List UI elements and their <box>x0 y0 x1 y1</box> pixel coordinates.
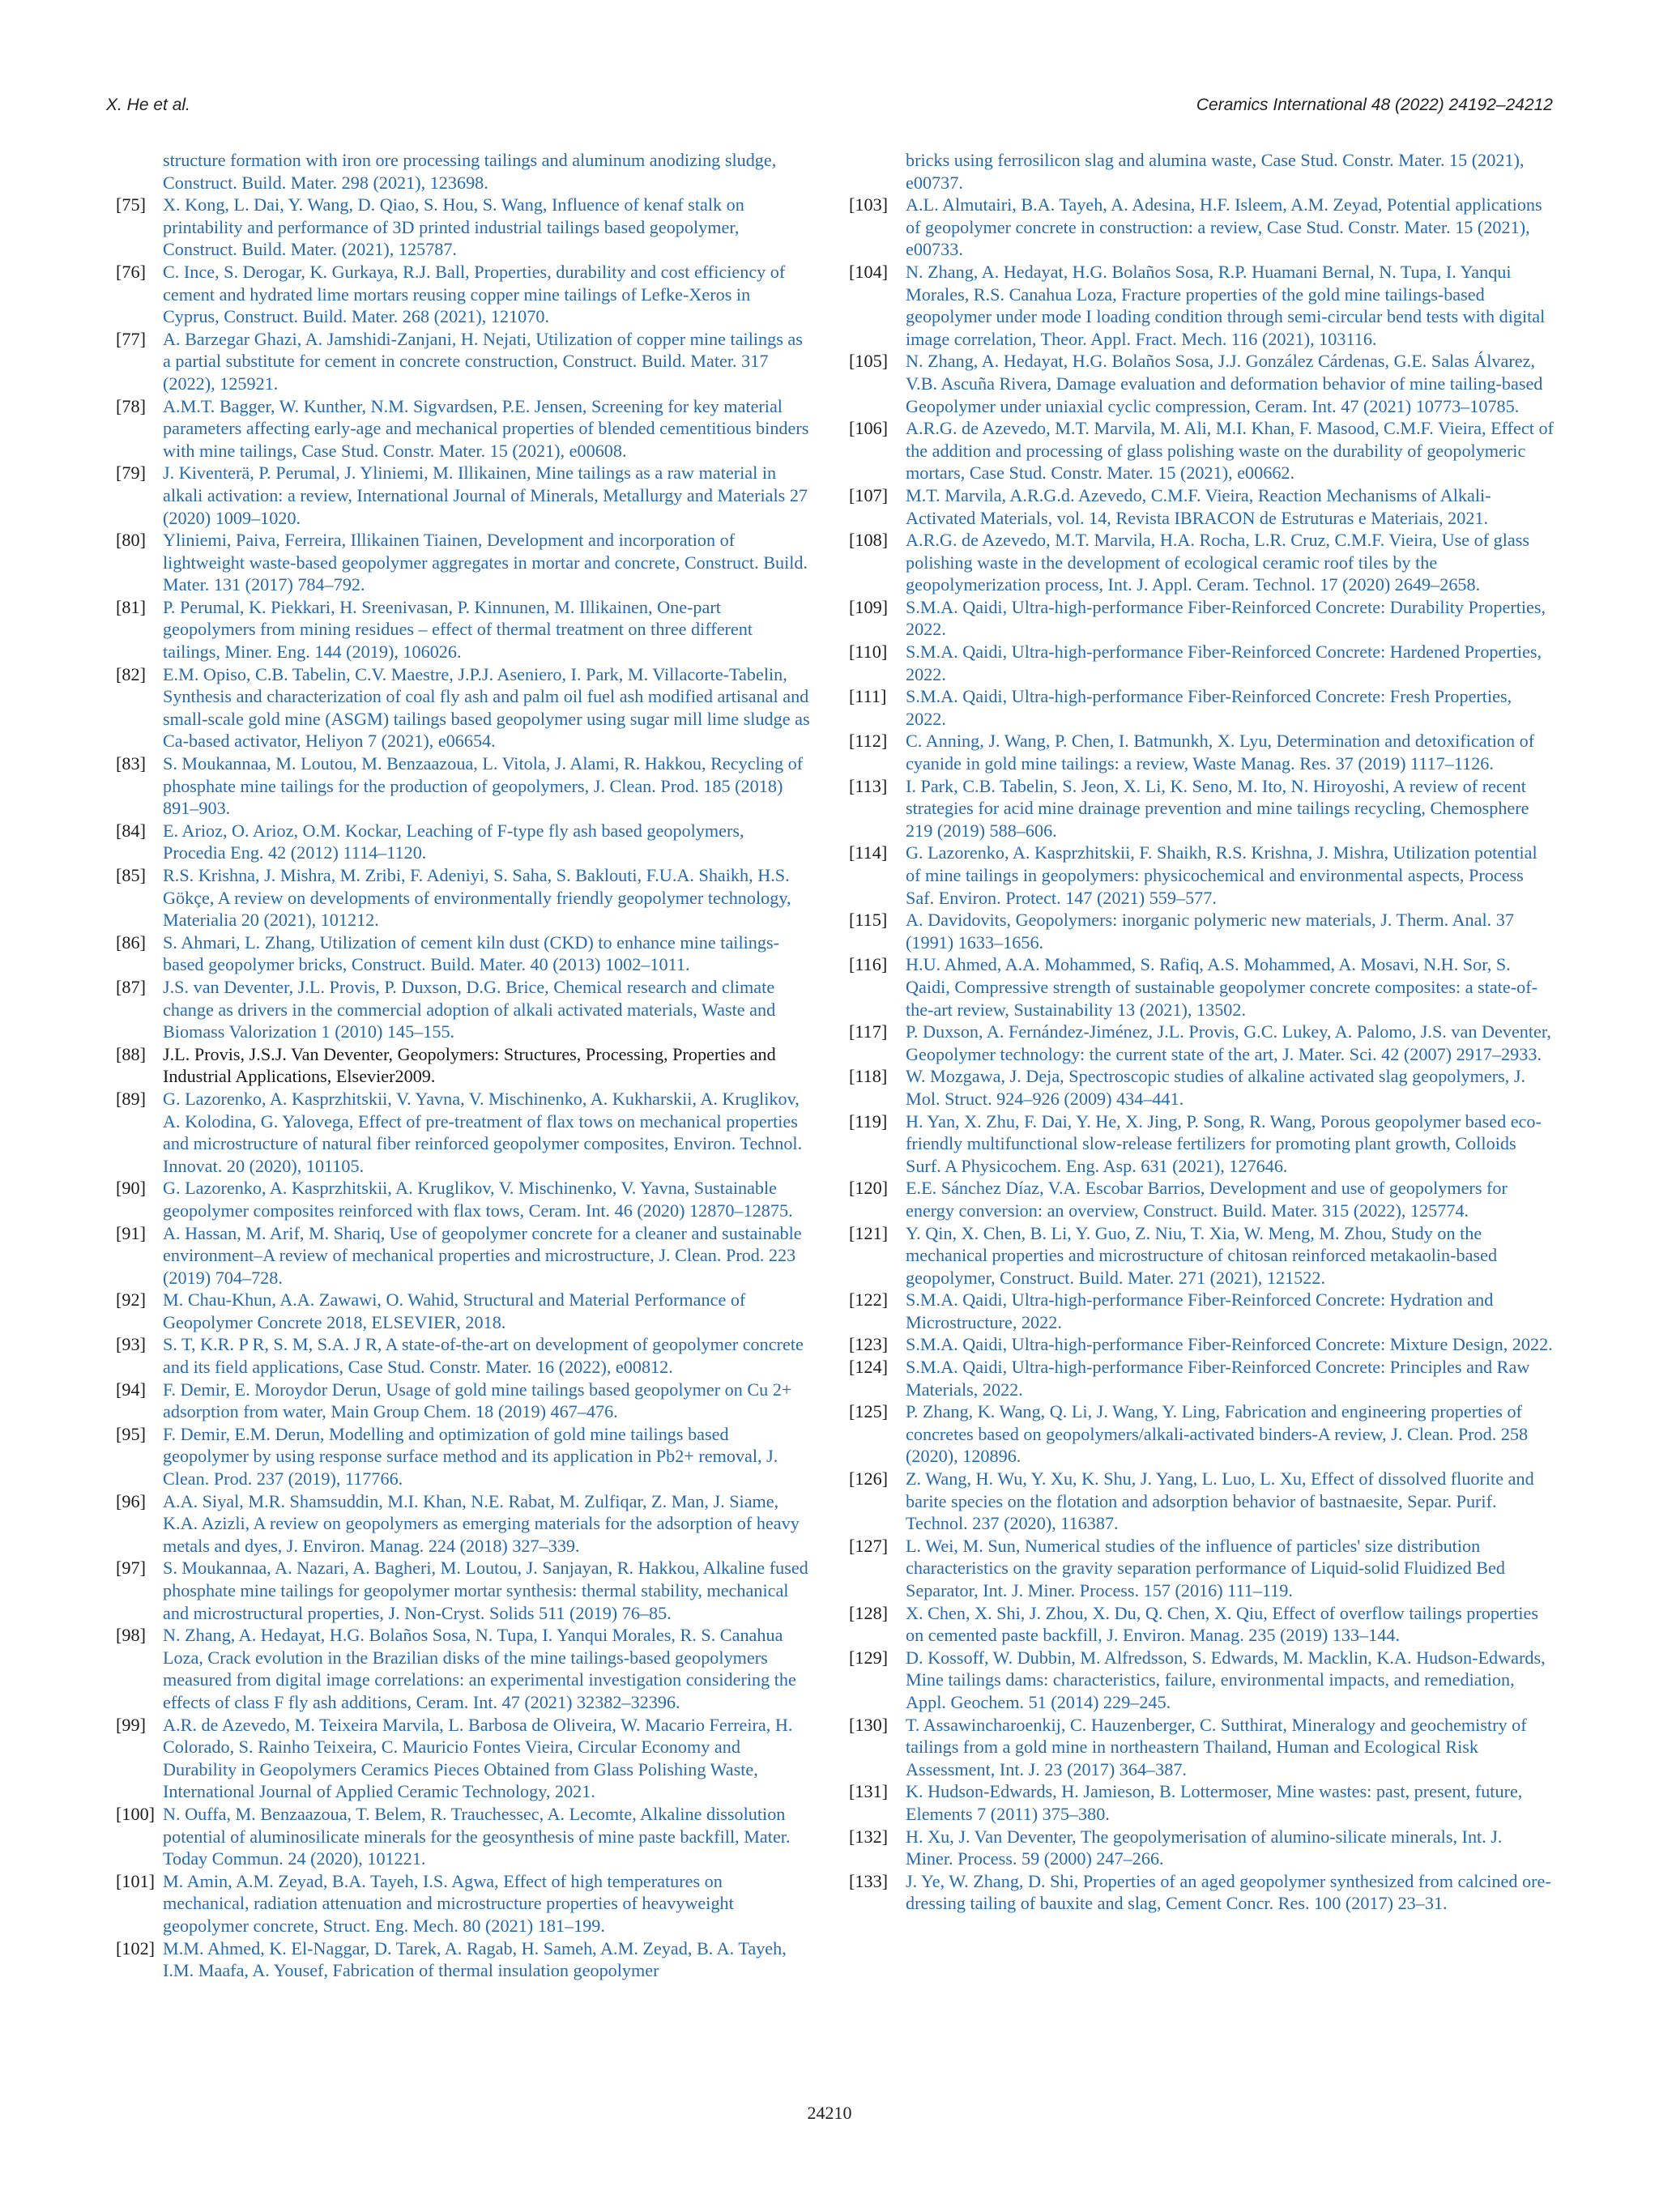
reference-entry <box>849 1289 1554 1333</box>
reference-entry <box>106 395 811 462</box>
reference-number: [80] <box>116 530 146 551</box>
reference-number: [94] <box>116 1379 146 1400</box>
reference-number: [79] <box>116 462 146 484</box>
reference-number: [85] <box>116 865 146 885</box>
reference-entry <box>106 1624 811 1713</box>
reference-entry <box>849 1535 1554 1602</box>
reference-entry <box>849 1222 1554 1289</box>
reference-number: [129] <box>849 1647 889 1668</box>
reference-entry <box>849 484 1554 529</box>
reference-link[interactable]: Y. Qin, X. Chen, B. Li, Y. Guo, Z. Niu, T. Xia, W. Meng, M. Zhou, Study on the mechanical properties and microstructure of chitosan reinforced metakaolin-based geopolymer, Construct. Build. Mater. 271 (2021), 121522. <box>906 1222 1498 1288</box>
reference-text: J.L. Provis, J.S.J. Van Deventer, Geopolymers: Structures, Processing, Properties and Industrial Applications, Elsevier2009. <box>163 1043 776 1087</box>
reference-number: [104] <box>849 261 889 282</box>
reference-entry <box>106 931 811 976</box>
references-left-column <box>106 149 811 1982</box>
reference-number: [125] <box>849 1401 889 1422</box>
page-number: 24210 <box>807 2103 852 2123</box>
reference-entry <box>849 1647 1554 1714</box>
reference-number: [108] <box>849 530 889 551</box>
reference-number: [110] <box>849 641 888 663</box>
reference-link[interactable]: E. Arioz, O. Arioz, O.M. Kockar, Leaching of F-type fly ash based geopolymers, Procedia Eng. 42 (2012) 1114–1120. <box>163 820 744 863</box>
reference-entry <box>849 149 1554 194</box>
reference-link[interactable]: Z. Wang, H. Wu, Y. Xu, K. Shu, J. Yang, L. Luo, L. Xu, Effect of dissolved fluorite and barite species on the flotation and adsorption behavior of bastnaesite, Separ. Purif. Technol. 237 (2020), 116387. <box>906 1468 1534 1534</box>
reference-entry <box>106 820 811 864</box>
reference-entry <box>106 1088 811 1177</box>
reference-number: [76] <box>116 261 146 282</box>
reference-link[interactable]: X. Chen, X. Shi, J. Zhou, X. Du, Q. Chen, X. Qiu, Effect of overflow tailings properties on cemented paste backfill, J. Environ. Manag. 235 (2019) 133–144. <box>906 1602 1538 1646</box>
reference-entry <box>849 685 1554 730</box>
reference-number: [109] <box>849 596 889 617</box>
reference-link[interactable]: S. Moukannaa, M. Loutou, M. Benzaazoua, L. Vitola, J. Alami, R. Hakkou, Recycling of phosphate mine tailings for the production of geopolymers, J. Clean. Prod. 185 (2018) 891–903. <box>163 753 804 819</box>
reference-number: [93] <box>116 1334 146 1355</box>
reference-number: [95] <box>116 1423 146 1444</box>
reference-link[interactable]: R.S. Krishna, J. Mishra, M. Zribi, F. Adeniyi, S. Saha, S. Baklouti, F.U.A. Shaikh, H.S. Gökçe, A review on developments of environmentally friendly geopolymer technology, Materialia 20 (2021), 101212. <box>163 865 791 931</box>
reference-link[interactable]: A.L. Almutairi, B.A. Tayeh, A. Adesina, H.F. Isleem, A.M. Zeyad, Potential applications of geopolymer concrete in construction: a review, Case Stud. Constr. Mater. 15 (2021), e00733. <box>906 194 1542 260</box>
reference-number: [103] <box>849 194 889 215</box>
reference-number: [99] <box>116 1714 146 1735</box>
reference-entry <box>106 1379 811 1423</box>
reference-link[interactable]: M.M. Ahmed, K. El-Naggar, D. Tarek, A. Ragab, H. Sameh, A.M. Zeyad, B. A. Tayeh, I.M. Maafa, A. Yousef, Fabrication of thermal insulation geopolymer <box>163 1937 787 1981</box>
reference-link[interactable]: W. Mozgawa, J. Deja, Spectroscopic studies of alkaline activated slag geopolymers, J. Mol. Struct. 924–926 (2009) 434–441. <box>906 1066 1526 1109</box>
reference-number: [75] <box>116 194 146 215</box>
reference-entry <box>106 1423 811 1490</box>
reference-number: [126] <box>849 1468 889 1490</box>
reference-number: [115] <box>849 910 888 931</box>
reference-entry <box>106 149 811 194</box>
reference-entry <box>849 1333 1554 1356</box>
reference-number: [111] <box>849 686 887 707</box>
reference-number: [133] <box>849 1870 889 1891</box>
reference-entry <box>106 194 811 261</box>
reference-link[interactable]: P. Perumal, K. Piekkari, H. Sreenivasan, P. Kinnunen, M. Illikainen, One-part geopolymers from mining residues – effect of thermal treatment on three different tailings, Miner. Eng. 144 (2019), 106026. <box>163 596 753 663</box>
reference-entry <box>849 1177 1554 1221</box>
reference-entry <box>849 1110 1554 1178</box>
reference-entry <box>106 1222 811 1289</box>
reference-entry <box>106 864 811 931</box>
reference-link[interactable]: N. Zhang, A. Hedayat, H.G. Bolaños Sosa, N. Tupa, I. Yanqui Morales, R. S. Canahua Loza, Crack evolution in the Brazilian disks of the mine tailings-based geopolymers measured from digital image correlations: an experimental investigation considering the effects of class F fly ash additions, Ceram. Int. 47 (2021) 32382–32396. <box>163 1625 796 1712</box>
reference-link[interactable]: A. Barzegar Ghazi, A. Jamshidi-Zanjani, H. Nejati, Utilization of copper mine tailings as a partial substitute for cement in concrete construction, Construct. Build. Mater. 317 (2022), 125921. <box>163 328 803 394</box>
references-right-column <box>849 149 1554 1915</box>
reference-number: [130] <box>849 1714 889 1735</box>
reference-number: [84] <box>116 820 146 841</box>
reference-link[interactable]: F. Demir, E.M. Derun, Modelling and optimization of gold mine tailings based geopolymer by using response surface method and its application in Pb2+ removal, J. Clean. Prod. 237 (2019), 117766. <box>163 1423 778 1490</box>
reference-entry <box>849 1714 1554 1781</box>
reference-link[interactable]: A.A. Siyal, M.R. Shamsuddin, M.I. Khan, N.E. Rabat, M. Zulfiqar, Z. Man, J. Siame, K.A. Azizli, A review on geopolymers as emerging materials for the adsorption of heavy metals and dyes, J. Environ. Manag. 224 (2018) 327–339. <box>163 1490 800 1556</box>
reference-number: [128] <box>849 1602 889 1623</box>
reference-link[interactable]: S.M.A. Qaidi, Ultra-high-performance Fiber-Reinforced Concrete: Durability Properties, 2022. <box>906 596 1546 640</box>
reference-number: [124] <box>849 1357 889 1378</box>
reference-link[interactable]: P. Zhang, K. Wang, Q. Li, J. Wang, Y. Ling, Fabrication and engineering properties of concretes based on geopolymers/alkali-activated binders-A review, J. Clean. Prod. 258 (2020), 120896. <box>906 1401 1529 1467</box>
reference-link[interactable]: A.M.T. Bagger, W. Kunther, N.M. Sigvardsen, P.E. Jensen, Screening for key material parameters affecting early-age and mechanical properties of blended cementitious binders with mine tailings, Case Stud. Constr. Mater. 15 (2021), e00608. <box>163 395 809 461</box>
reference-number: [96] <box>116 1490 146 1511</box>
reference-link[interactable]: M. Chau-Khun, A.A. Zawawi, O. Wahid, Structural and Material Performance of Geopolymer Concrete 2018, ELSEVIER, 2018. <box>163 1289 746 1332</box>
reference-link[interactable]: S.M.A. Qaidi, Ultra-high-performance Fiber-Reinforced Concrete: Hardened Properties, 2022. <box>906 641 1542 684</box>
reference-number: [119] <box>849 1110 888 1132</box>
reference-entry <box>849 1826 1554 1870</box>
reference-number: [78] <box>116 395 146 416</box>
header-authors: X. He et al. <box>106 96 190 114</box>
reference-entry <box>849 529 1554 596</box>
reference-entry <box>106 1803 811 1870</box>
reference-entry <box>849 1400 1554 1468</box>
reference-number: [77] <box>116 328 146 349</box>
reference-link[interactable]: P. Duxson, A. Fernández-Jiménez, J.L. Provis, G.C. Lukey, A. Palomo, J.S. van Deventer, Geopolymer technology: the current state of the art, J. Mater. Sci. 42 (2007) 2917–2933. <box>906 1021 1551 1064</box>
reference-entry <box>106 1490 811 1558</box>
reference-number: [116] <box>849 954 888 975</box>
reference-entry <box>849 194 1554 261</box>
reference-link[interactable]: X. Kong, L. Dai, Y. Wang, D. Qiao, S. Hou, S. Wang, Influence of kenaf stalk on printability and performance of 3D printed industrial tailings based geopolymer, Construct. Build. Mater. (2021), 125787. <box>163 194 744 260</box>
reference-entry <box>106 1043 811 1088</box>
reference-number: [92] <box>116 1289 146 1311</box>
reference-entry <box>106 529 811 596</box>
reference-number: [98] <box>116 1625 146 1646</box>
reference-entry <box>849 261 1554 350</box>
reference-link[interactable]: S. Ahmari, L. Zhang, Utilization of cement kiln dust (CKD) to enhance mine tailings-based geopolymer bricks, Construct. Build. Mater. 40 (2013) 1002–1011. <box>163 931 779 975</box>
reference-link[interactable]: J. Kiventerä, P. Perumal, J. Yliniemi, M. Illikainen, Mine tailings as a raw material in alkali activation: a review, International Journal of Minerals, Metallurgy and Materials 27 (2020) 1009–1020. <box>163 462 808 528</box>
reference-link[interactable]: A. Davidovits, Geopolymers: inorganic polymeric new materials, J. Therm. Anal. 37 (1991) 1633–1656. <box>906 910 1514 953</box>
reference-number: [91] <box>116 1222 146 1243</box>
reference-link[interactable]: M. Amin, A.M. Zeyad, B.A. Tayeh, I.S. Agwa, Effect of high temperatures on mechanical, radiation attenuation and microstructure properties of heavyweight geopolymer concrete, Struct. Eng. Mech. 80 (2021) 181–199. <box>163 1870 734 1936</box>
reference-entry <box>106 1289 811 1333</box>
reference-number: [122] <box>849 1289 889 1311</box>
reference-number: [118] <box>849 1066 888 1087</box>
reference-entry <box>849 596 1554 641</box>
reference-link[interactable]: N. Zhang, A. Hedayat, H.G. Bolaños Sosa, J.J. González Cárdenas, G.E. Salas Álvarez, V.B. Ascuña Rivera, Damage evaluation and deformation behavior of mine tailing-based Geopolymer under uniaxial cyclic compression, Ceram. Int. 47 (2021) 10773–10785. <box>906 351 1543 416</box>
reference-entry <box>106 976 811 1043</box>
reference-number: [97] <box>116 1558 146 1579</box>
reference-entry <box>106 752 811 820</box>
reference-entry <box>849 1356 1554 1400</box>
reference-link[interactable]: E.E. Sánchez Díaz, V.A. Escobar Barrios, Development and use of geopolymers for energy conversion: an overview, Construct. Build. Mater. 315 (2022), 125774. <box>906 1178 1508 1221</box>
reference-number: [100] <box>116 1803 156 1824</box>
reference-link[interactable]: H.U. Ahmed, A.A. Mohammed, S. Rafiq, A.S. Mohammed, A. Mosavi, N.H. Sor, S. Qaidi, Compressive strength of sustainable geopolymer concrete composites: a state-of-the-art review, Sustainability 13 (2021), 13502. <box>906 954 1538 1020</box>
reference-entry <box>106 1177 811 1221</box>
reference-link[interactable]: S. T, K.R. P R, S. M, S.A. J R, A state-of-the-art on development of geopolymer concrete and its field applications, Case Stud. Constr. Mater. 16 (2022), e00812. <box>163 1334 804 1378</box>
reference-number: [112] <box>849 731 888 752</box>
reference-number: [121] <box>849 1222 889 1243</box>
reference-link[interactable]: C. Ince, S. Derogar, K. Gurkaya, R.J. Ball, Properties, durability and cost efficiency of cement and hydrated lime mortars reusing copper mine tailings of Lefke-Xeros in Cyprus, Construct. Build. Mater. 268 (2021), 121070. <box>163 261 786 327</box>
reference-link[interactable]: S.M.A. Qaidi, Ultra-high-performance Fiber-Reinforced Concrete: Principles and Raw Materials, 2022. <box>906 1357 1530 1400</box>
reference-entry <box>106 663 811 752</box>
reference-number: [90] <box>116 1178 146 1199</box>
reference-number: [120] <box>849 1178 889 1199</box>
reference-link[interactable]: Yliniemi, Paiva, Ferreira, Illikainen Tiainen, Development and incorporation of lightweight waste-based geopolymer aggregates in mortar and concrete, Construct. Build. Mater. 131 (2017) 784–792. <box>163 530 808 595</box>
reference-number: [89] <box>116 1088 146 1109</box>
reference-entry <box>106 1937 811 1982</box>
reference-entry <box>849 909 1554 953</box>
reference-entry <box>849 842 1554 909</box>
header-journal[interactable]: Ceramics International 48 (2022) 24192–24212 <box>1196 96 1553 114</box>
reference-entry <box>849 350 1554 417</box>
reference-entry <box>106 1870 811 1937</box>
reference-link[interactable]: I. Park, C.B. Tabelin, S. Jeon, X. Li, K. Seno, M. Ito, N. Hiroyoshi, A review of recent strategies for acid mine drainage prevention and mine tailings recycling, Chemosphere 219 (2019) 588–606. <box>906 775 1529 841</box>
reference-link[interactable]: N. Zhang, A. Hedayat, H.G. Bolaños Sosa, R.P. Huamani Bernal, N. Tupa, I. Yanqui Morales, R.S. Canahua Loza, Fracture properties of the gold mine tailings-based geopolymer under mode I loading condition through semi-circular bend tests with digital image correlation, Theor. Appl. Fract. Mech. 116 (2021), 103116. <box>906 261 1546 349</box>
reference-entry <box>849 1021 1554 1065</box>
reference-link[interactable]: E.M. Opiso, C.B. Tabelin, C.V. Maestre, J.P.J. Aseniero, I. Park, M. Villacorte-Tabelin, Synthesis and characterization of coal fly ash and palm oil fuel ash modified artisanal and small-scale gold mine (ASGM) tailings based geopolymer using sugar mill lime sludge as Ca-based activator, Heliyon 7 (2021), e06654. <box>163 663 810 752</box>
reference-link[interactable]: S.M.A. Qaidi, Ultra-high-performance Fiber-Reinforced Concrete: Hydration and Microstructure, 2022. <box>906 1289 1494 1332</box>
reference-number: [113] <box>849 775 888 796</box>
reference-link[interactable]: S.M.A. Qaidi, Ultra-high-performance Fiber-Reinforced Concrete: Fresh Properties, 2022. <box>906 686 1512 729</box>
reference-link[interactable]: J.S. van Deventer, J.L. Provis, P. Duxson, D.G. Brice, Chemical research and climate change as drivers in the commercial adoption of alkali activated materials, Waste and Biomass Valorization 1 (2010) 145–155. <box>163 976 776 1042</box>
reference-link[interactable]: D. Kossoff, W. Dubbin, M. Alfredsson, S. Edwards, M. Macklin, K.A. Hudson-Edwards, Mine tailings dams: characteristics, failure, environmental impacts, and remediation, Appl. Geochem. 51 (2014) 229–245. <box>906 1647 1546 1712</box>
reference-number: [81] <box>116 596 146 617</box>
reference-entry <box>849 1780 1554 1825</box>
reference-entry <box>849 641 1554 685</box>
reference-number: [102] <box>116 1937 156 1958</box>
reference-link[interactable]: G. Lazorenko, A. Kasprzhitskii, A. Kruglikov, V. Mischinenko, V. Yavna, Sustainable geopolymer composites reinforced with flax tows, Ceram. Int. 46 (2020) 12870–12875. <box>163 1178 793 1221</box>
reference-link[interactable]: C. Anning, J. Wang, P. Chen, I. Batmunkh, X. Lyu, Determination and detoxification of cyanide in gold mine tailings: a review, Waste Manag. Res. 37 (2019) 1117–1126. <box>906 731 1535 774</box>
reference-entry <box>106 1557 811 1624</box>
reference-number: [123] <box>849 1334 889 1355</box>
reference-link[interactable]: structure formation with iron ore processing tailings and aluminum anodizing sludge, Construct. Build. Mater. 298 (2021), 123698. <box>163 150 777 193</box>
reference-link[interactable]: T. Assawincharoenkij, C. Hauzenberger, C. Sutthirat, Mineralogy and geochemistry of tailings from a gold mine in northeastern Thailand, Human and Ecological Risk Assessment, Int. J. 23 (2017) 364–387. <box>906 1714 1527 1779</box>
reference-number: [83] <box>116 753 146 774</box>
reference-link[interactable]: A.R.G. de Azevedo, M.T. Marvila, H.A. Rocha, L.R. Cruz, C.M.F. Vieira, Use of glass polishing waste in the development of ecological ceramic roof tiles by the geopolymerization process, Int. J. Appl. Ceram. Technol. 17 (2020) 2649–2658. <box>906 530 1530 595</box>
reference-link[interactable]: A. Hassan, M. Arif, M. Shariq, Use of geopolymer concrete for a cleaner and sustainable environment–A review of mechanical properties and microstructure, J. Clean. Prod. 223 (2019) 704–728. <box>163 1222 802 1288</box>
reference-link[interactable]: A.R. de Azevedo, M. Teixeira Marvila, L. Barbosa de Oliveira, W. Macario Ferreira, H. Colorado, S. Rainho Teixeira, C. Mauricio Fontes Vieira, Circular Economy and Durability in Geopolymers Ceramics Pieces Obtained from Glass Polishing Waste, International Journal of Applied Ceramic Technology, 2021. <box>163 1714 793 1802</box>
reference-entry <box>849 1065 1554 1110</box>
reference-link[interactable]: S. Moukannaa, A. Nazari, A. Bagheri, M. Loutou, J. Sanjayan, R. Hakkou, Alkaline fused phosphate mine tailings for geopolymer mortar synthesis: thermal stability, mechanical and microstructural properties, J. Non-Cryst. Solids 511 (2019) 76–85. <box>163 1558 808 1623</box>
reference-link[interactable]: bricks using ferrosilicon slag and alumina waste, Case Stud. Constr. Mater. 15 (2021), e00737. <box>906 150 1525 193</box>
reference-number: [117] <box>849 1021 888 1042</box>
reference-number: [132] <box>849 1826 889 1847</box>
reference-link[interactable]: M.T. Marvila, A.R.G.d. Azevedo, C.M.F. Vieira, Reaction Mechanisms of Alkali-Activated Materials, vol. 14, Revista IBRACON de Estruturas e Materiais, 2021. <box>906 484 1491 528</box>
reference-number: [105] <box>849 351 889 372</box>
reference-number: [82] <box>116 663 146 684</box>
reference-link[interactable]: S.M.A. Qaidi, Ultra-high-performance Fiber-Reinforced Concrete: Mixture Design, 2022. <box>906 1334 1553 1355</box>
reference-number: [131] <box>849 1781 889 1802</box>
reference-entry <box>849 730 1554 774</box>
reference-entry <box>106 1333 811 1378</box>
running-header <box>106 96 1553 123</box>
reference-entry <box>849 953 1554 1021</box>
reference-link[interactable]: K. Hudson-Edwards, H. Jamieson, B. Lottermoser, Mine wastes: past, present, future, Elements 7 (2011) 375–380. <box>906 1781 1523 1824</box>
reference-link[interactable]: N. Ouffa, M. Benzaazoua, T. Belem, R. Trauchessec, A. Lecomte, Alkaline dissolution potential of aluminosilicate minerals for the geosynthesis of mine paste backfill, Mater. Today Commun. 24 (2020), 101221. <box>163 1803 791 1869</box>
reference-entry <box>849 417 1554 484</box>
reference-link[interactable]: G. Lazorenko, A. Kasprzhitskii, F. Shaikh, R.S. Krishna, J. Mishra, Utilization potential of mine tailings in geopolymers: physicochemical and environmental aspects, Process Saf. Environ. Protect. 147 (2021) 559–577. <box>906 842 1537 908</box>
reference-number: [106] <box>849 418 889 439</box>
reference-link[interactable]: F. Demir, E. Moroydor Derun, Usage of gold mine tailings based geopolymer on Cu 2+ adsorption from water, Main Group Chem. 18 (2019) 467–476. <box>163 1379 792 1422</box>
reference-entry <box>106 1714 811 1803</box>
reference-entry <box>849 1468 1554 1535</box>
reference-link[interactable]: A.R.G. de Azevedo, M.T. Marvila, M. Ali, M.I. Khan, F. Masood, C.M.F. Vieira, Effect of the addition and processing of glass polishing waste on the durability of geopolymeric mortars, Case Stud. Constr. Mater. 15 (2021), e00662. <box>906 418 1554 484</box>
reference-entry <box>849 1870 1554 1915</box>
reference-number: [101] <box>116 1870 156 1891</box>
reference-entry <box>849 775 1554 842</box>
reference-number: [127] <box>849 1535 889 1556</box>
reference-number: [88] <box>116 1043 146 1064</box>
reference-entry <box>849 1602 1554 1647</box>
reference-link[interactable]: H. Yan, X. Zhu, F. Dai, Y. He, X. Jing, P. Song, R. Wang, Porous geopolymer based eco-friendly multifunctional slow-release fertilizers for promoting plant growth, Colloids Surf. A Physicochem. Eng. Asp. 631 (2021), 127646. <box>906 1110 1542 1176</box>
reference-entry <box>106 328 811 395</box>
reference-entry <box>106 596 811 663</box>
reference-link[interactable]: J. Ye, W. Zhang, D. Shi, Properties of an aged geopolymer synthesized from calcined ore-dressing tailing of bauxite and slag, Cement Concr. Res. 100 (2017) 23–31. <box>906 1870 1551 1914</box>
reference-number: [107] <box>849 484 889 505</box>
reference-number: [87] <box>116 976 146 997</box>
reference-number: [114] <box>849 842 888 863</box>
reference-entry <box>106 462 811 529</box>
reference-number: [86] <box>116 931 146 953</box>
reference-link[interactable]: L. Wei, M. Sun, Numerical studies of the influence of particles' size distribution characteristics on the gravity separation performance of Liquid-solid Fluidized Bed Separator, Int. J. Miner. Process. 157 (2016) 111–119. <box>906 1535 1505 1600</box>
reference-entry <box>106 261 811 328</box>
reference-link[interactable]: H. Xu, J. Van Deventer, The geopolymerisation of alumino-silicate minerals, Int. J. Miner. Process. 59 (2000) 247–266. <box>906 1826 1503 1869</box>
reference-link[interactable]: G. Lazorenko, A. Kasprzhitskii, V. Yavna, V. Mischinenko, A. Kukharskii, A. Kruglikov, A. Kolodina, G. Yalovega, Effect of pre-treatment of flax tows on mechanical properties and microstructure of natural fiber reinforced geopolymer composites, Environ. Technol. Innovat. 20 (2020), 101105. <box>163 1088 803 1176</box>
